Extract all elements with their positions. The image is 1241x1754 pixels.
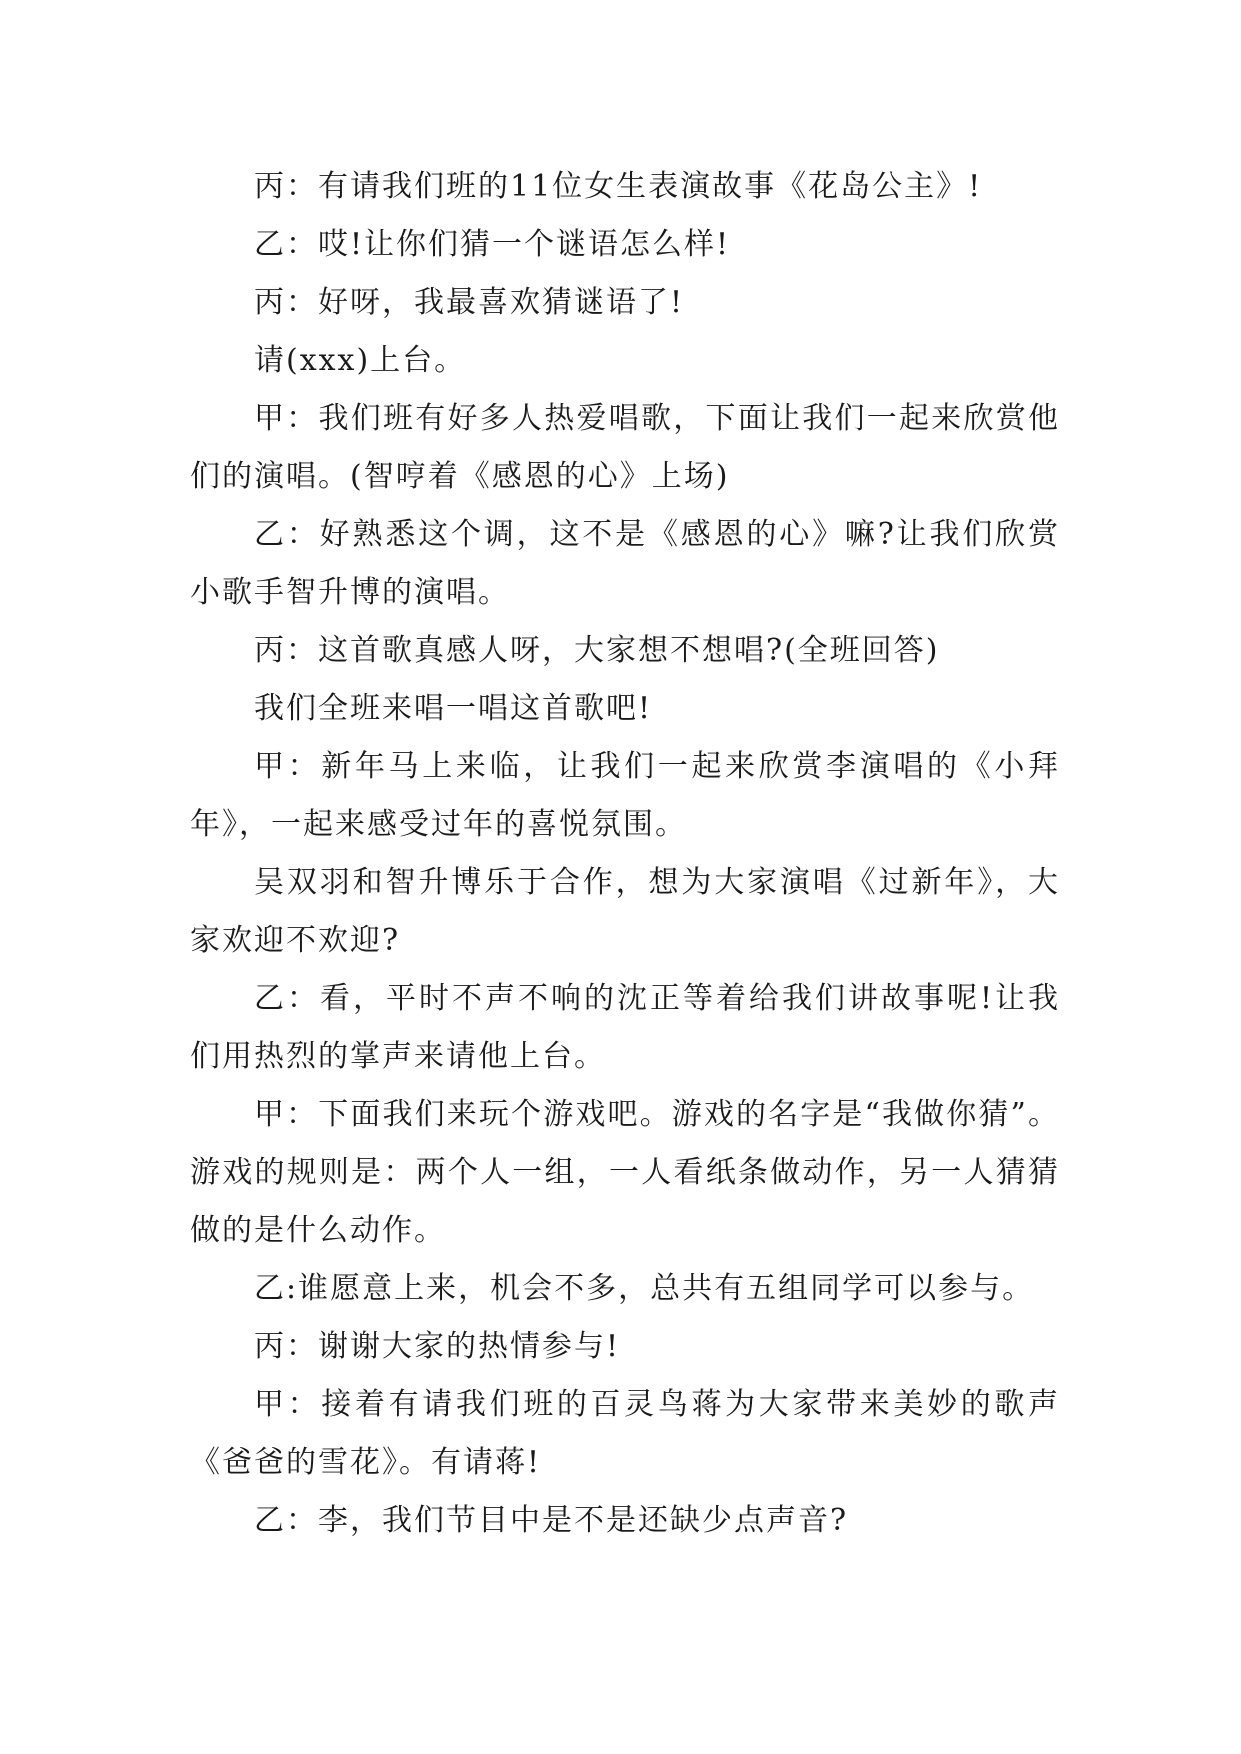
paragraph: 乙：李，我们节目中是不是还缺少点声音? — [254, 1503, 849, 1538]
paragraph: 乙：哎!让你们猜一个谜语怎么样! — [254, 227, 731, 262]
paragraph: 乙：好熟悉这个调，这不是《感恩的心》嘛?让我们欣赏小歌手智升博的演唱。 — [190, 517, 1060, 610]
paragraph: 甲：接着有请我们班的百灵鸟蒋为大家带来美妙的歌声《爸爸的雪花》。有请蒋! — [190, 1387, 1060, 1480]
paragraph: 甲：下面我们来玩个游戏吧。游戏的名字是“我做你猜”。游戏的规则是：两个人一组，一人看纸条做动作，另一人猜猜做的是什么动作。 — [190, 1097, 1060, 1248]
paragraph: 丙：谢谢大家的热情参与! — [254, 1329, 621, 1364]
paragraph: 乙：看，平时不声不响的沈正等着给我们讲故事呢!让我们用热烈的掌声来请他上台。 — [190, 981, 1060, 1074]
paragraph: 丙：有请我们班的11位女生表演故事《花岛公主》! — [254, 169, 983, 204]
paragraph: 请(xxx)上台。 — [254, 343, 467, 378]
paragraph: 我们全班来唱一唱这首歌吧! — [254, 691, 653, 726]
paragraph: 甲：新年马上来临，让我们一起来欣赏李演唱的《小拜年》，一起来感受过年的喜悦氛围。 — [190, 749, 1060, 842]
paragraph: 丙：这首歌真感人呀，大家想不想唱?(全班回答) — [254, 633, 940, 668]
document-body — [190, 158, 1060, 1550]
paragraph: 丙：好呀，我最喜欢猜谜语了! — [254, 285, 685, 320]
paragraph: 吴双羽和智升博乐于合作，想为大家演唱《过新年》，大家欢迎不欢迎? — [190, 865, 1060, 958]
paragraph: 甲：我们班有好多人热爱唱歌，下面让我们一起来欣赏他们的演唱。(智哼着《感恩的心》上场) — [190, 401, 1060, 494]
paragraph: 乙:谁愿意上来，机会不多，总共有五组同学可以参与。 — [254, 1271, 1035, 1306]
